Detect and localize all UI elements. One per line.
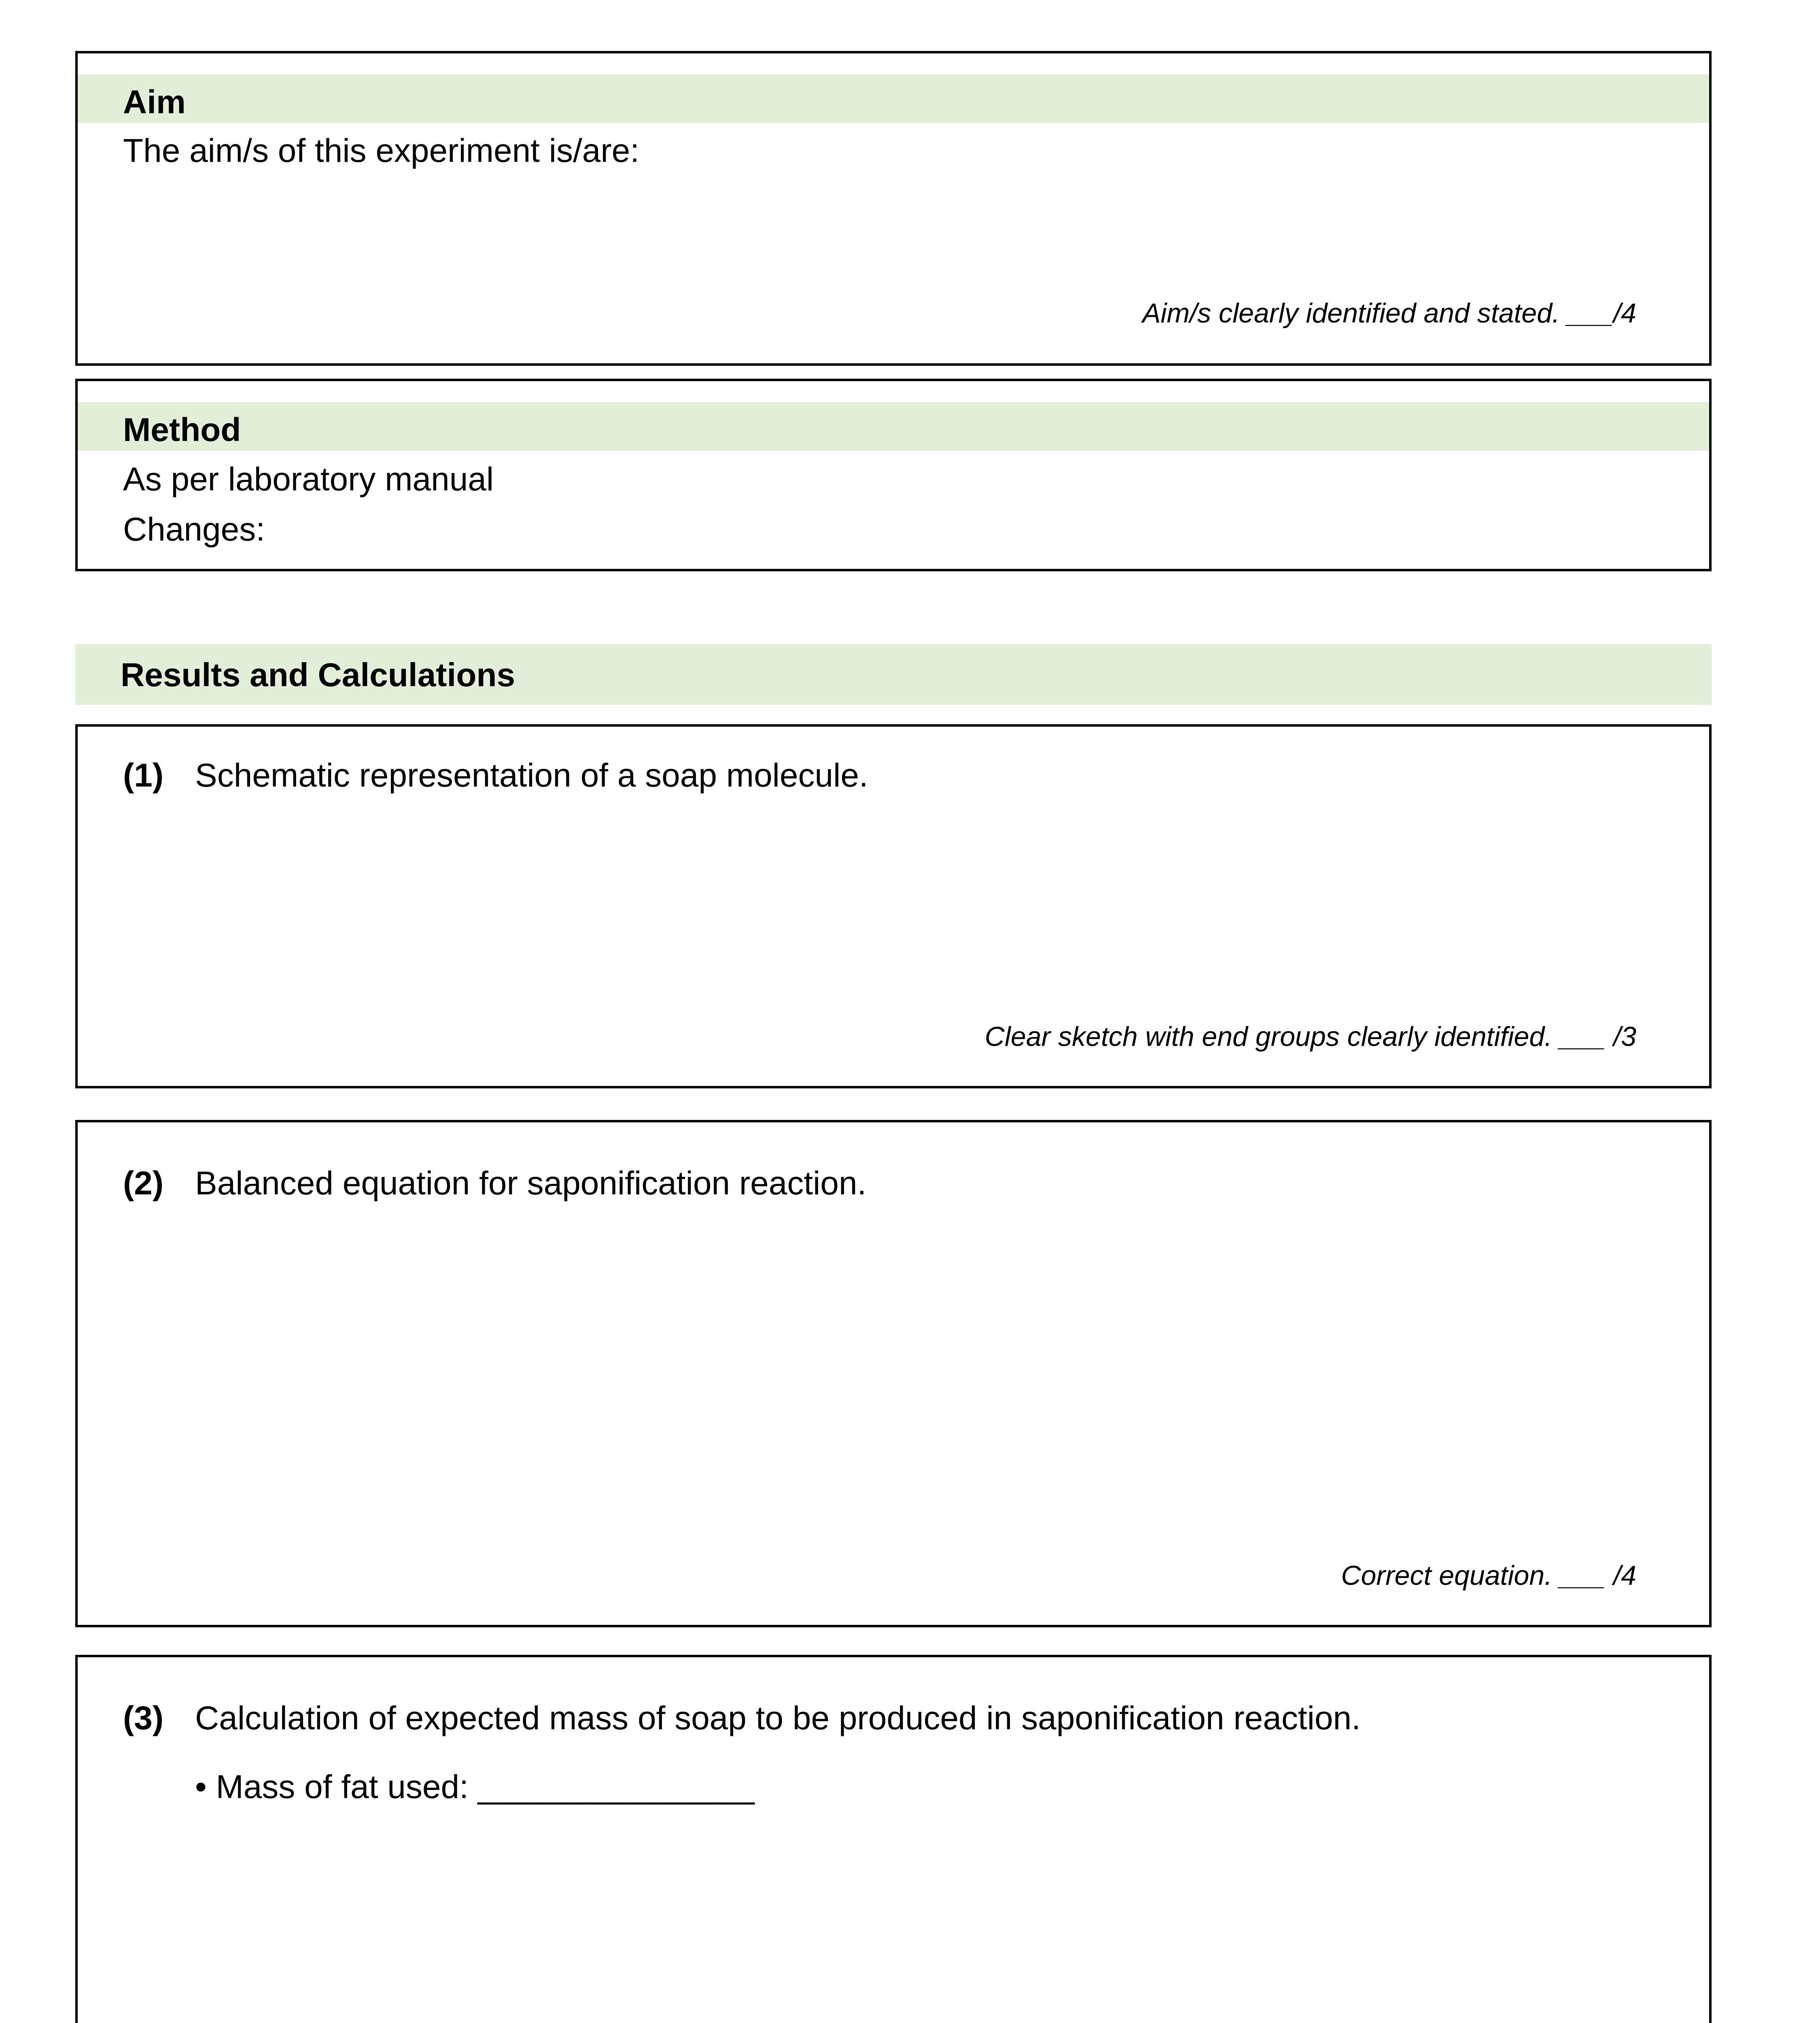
- question-1-marks: Clear sketch with end groups clearly identified. ___ /3: [984, 1021, 1636, 1052]
- question-1-number: (1): [123, 757, 164, 794]
- method-line-1: As per laboratory manual: [123, 461, 494, 498]
- question-2: [75, 1120, 1712, 1627]
- method-heading-band: [78, 402, 1709, 451]
- aim-prompt: The aim/s of this experiment is/are:: [123, 132, 640, 169]
- results-heading-bar: [75, 644, 1712, 705]
- question-3-text: Calculation of expected mass of soap to be produced in saponification reaction.: [195, 1700, 1361, 1737]
- question-2-number: (2): [123, 1165, 164, 1202]
- mass-of-fat-field[interactable]: • Mass of fat used: _______________: [195, 1769, 755, 1805]
- question-1: [75, 724, 1712, 1088]
- results-heading: Results and Calculations: [121, 657, 515, 693]
- question-1-text: Schematic representation of a soap molecule.: [195, 757, 868, 794]
- aim-heading: Aim: [123, 84, 186, 121]
- method-section: [75, 379, 1712, 571]
- method-line-2: Changes:: [123, 511, 265, 548]
- method-heading: Method: [123, 411, 241, 448]
- aim-section: [75, 51, 1712, 366]
- question-3: [75, 1655, 1712, 2023]
- aim-heading-band: [78, 74, 1709, 123]
- question-3-number: (3): [123, 1700, 164, 1737]
- question-2-marks: Correct equation. ___ /4: [1341, 1560, 1636, 1591]
- question-2-text: Balanced equation for saponification reaction.: [195, 1165, 867, 1202]
- aim-marks: Aim/s clearly identified and stated. ___/4: [1142, 298, 1636, 329]
